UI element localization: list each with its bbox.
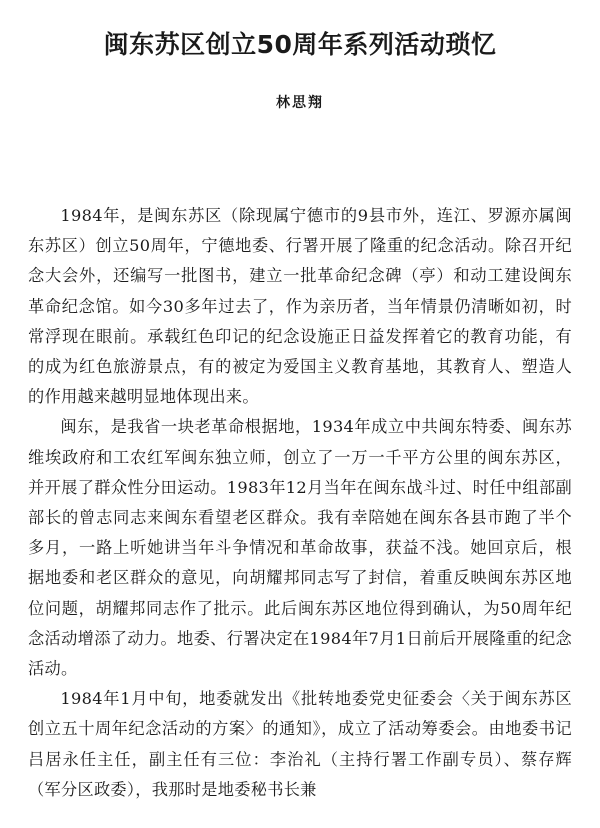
article-body: [28, 201, 572, 805]
body-paragraph: 闽东，是我省一块老革命根据地，1934年成立中共闽东特委、闽东苏维埃政府和工农红军闽东独立师，创立了一万一千平方公里的闽东苏区，并开展了群众性分田运动。1983年12月当年在闽东战斗过、时任中组部副部长的曾志同志来闽东看望老区群众。我有幸陪她在闽东各县市跑了半个多月，一路上听她讲当年斗争情况和革命故事，获益不浅。她回京后，根据地委和老区群众的意见，向胡耀邦同志写了封信，着重反映闽东苏区地位问题，胡耀邦同志作了批示。此后闽东苏区地位得到确认，为50周年纪念活动增添了动力。地委、行署决定在1984年7月1日前后开展隆重的纪念活动。: [28, 417, 572, 679]
article-title: 闽东苏区创立50周年系列活动琐忆: [103, 30, 497, 59]
article-author: 林思翔: [276, 95, 324, 111]
body-paragraph: 1984年1月中旬，地委就发出《批转地委党史征委会〈关于闽东苏区创立五十周年纪念活动的方案〉的通知》，成立了活动筹委会。由地委书记吕居永任主任，副主任有三位：李治礼（主持行署工作副专员）、蔡存辉（军分区政委），我那时是地委秘书长兼: [28, 689, 572, 799]
body-paragraph: 1984年，是闽东苏区（除现属宁德市的9县市外，连江、罗源亦属闽东苏区）创立50周年，宁德地委、行署开展了隆重的纪念活动。除召开纪念大会外，还编写一批图书，建立一批革命纪念碑（亭）和动工建设闽东革命纪念馆。如今30多年过去了，作为亲历者，当年情景仍清晰如初，时常浮现在眼前。承载红色印记的纪念设施正日益发挥着它的教育功能，有的成为红色旅游景点，有的被定为爱国主义教育基地，其教育人、塑造人的作用越来越明显地体现出来。: [28, 206, 572, 407]
